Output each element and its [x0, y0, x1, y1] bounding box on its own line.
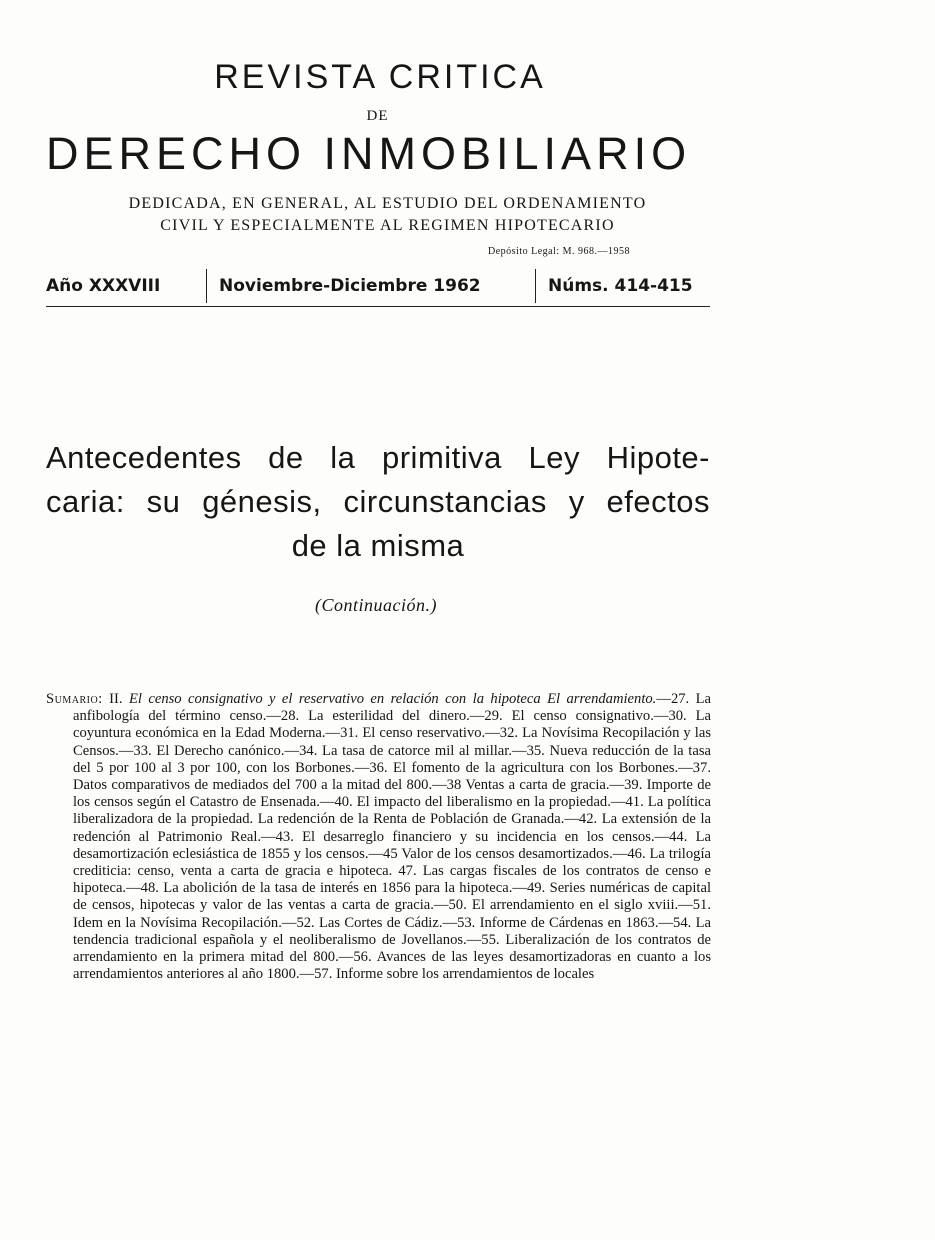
journal-title-top: REVISTA CRITICA: [214, 58, 546, 96]
issue-year: Año XXXVIII: [46, 276, 161, 296]
issue-date: Noviembre-Diciembre 1962: [219, 276, 481, 296]
summary-heading: El censo consignativo y el reservativo en relación con la hipoteca El arrendamiento.: [128, 691, 657, 707]
dedication-line-1: DEDICADA, EN GENERAL, AL ESTUDIO DEL ORDENAMIENTO: [128, 195, 647, 212]
journal-title-de: DE: [366, 108, 389, 124]
continuation-note: (Continuación.): [315, 595, 437, 615]
summary-body: —27. La anfibología del término censo.—28. La esterilidad del dinero.—29. El censo consignativo.—30. La coyuntura económica en la Edad Moderna.—31. El censo reservativo.—32. La Novísima Recopilación y las Censos.—33. El Derecho canónico.—34. La tasa de catorce mil al millar.—35. Nueva reducción de la tasa del 5 por 100 al 3 por 100, con los Borbones.—36. El fomento de la agricultura con los Borbones.—37. Datos comparativos de mediados del 700 a la mitad del 800.—38 Ventas a carta de gracia.—39. Importe de los censos según el Catastro de Ensenada.—40. El impacto del liberalismo en la propiedad.—41. La política liberalizadora de la propiedad. La redención de la Renta de Población de Granada.—42. La extensión de la redención al Patrimonio Real.—43. El desarreglo financiero y su incidencia en los censos.—44. La desamortización eclesiástica de 1855 y los censos.—45 Valor de los censos desamortizados.—46. La trilogía crediticia: censo, venta a carta de gracia e hipoteca. 47. Las cargas fiscales de los contratos de censo e hipoteca.—48. La abolición de la tasa de interés en 1856 para la hipoteca.—49. Series numéricas de capital de censos, hipotecas y valor de las ventas a carta de gracia.—50. El arrendamiento en el siglo xviii.—51. Idem en la Novísima Recopilación.—52. Las Cortes de Cádiz.—53. Informe de Cárdenas en 1863.—54. La tendencia tradicional española y el neoliberalismo de Jovellanos.—55. Liberalización de los contratos de arrendamiento en la primera mitad del 800.—56. Avances de las leyes desamortizadoras en cuanto a los arrendamientos anteriores al año 1800.—57. Informe sobre los arrendamientos de locales: [73, 691, 711, 983]
article-title-line-2: caria: su génesis, circunstancias y efectos: [46, 484, 710, 519]
summary-label: Sumario:: [46, 691, 103, 707]
issue-numbers: Núms. 414-415: [548, 276, 693, 296]
article-title-line-1: Antecedentes de la primitiva Ley Hipote-: [46, 440, 710, 475]
legal-deposit: Depósito Legal: M. 968.—1958: [488, 246, 631, 257]
article-title: [46, 436, 710, 568]
summary-section: II.: [109, 691, 123, 707]
issue-divider: [206, 269, 207, 303]
issue-divider: [535, 269, 536, 303]
journal-dedication: [40, 193, 735, 237]
article-title-line-3: de la misma: [291, 528, 465, 563]
journal-title-main: DERECHO INMOBILIARIO: [46, 128, 692, 179]
dedication-line-2: CIVIL Y ESPECIALMENTE AL REGIMEN HIPOTECARIO: [160, 217, 615, 234]
issue-bar: [46, 266, 710, 307]
summary: [46, 691, 711, 983]
